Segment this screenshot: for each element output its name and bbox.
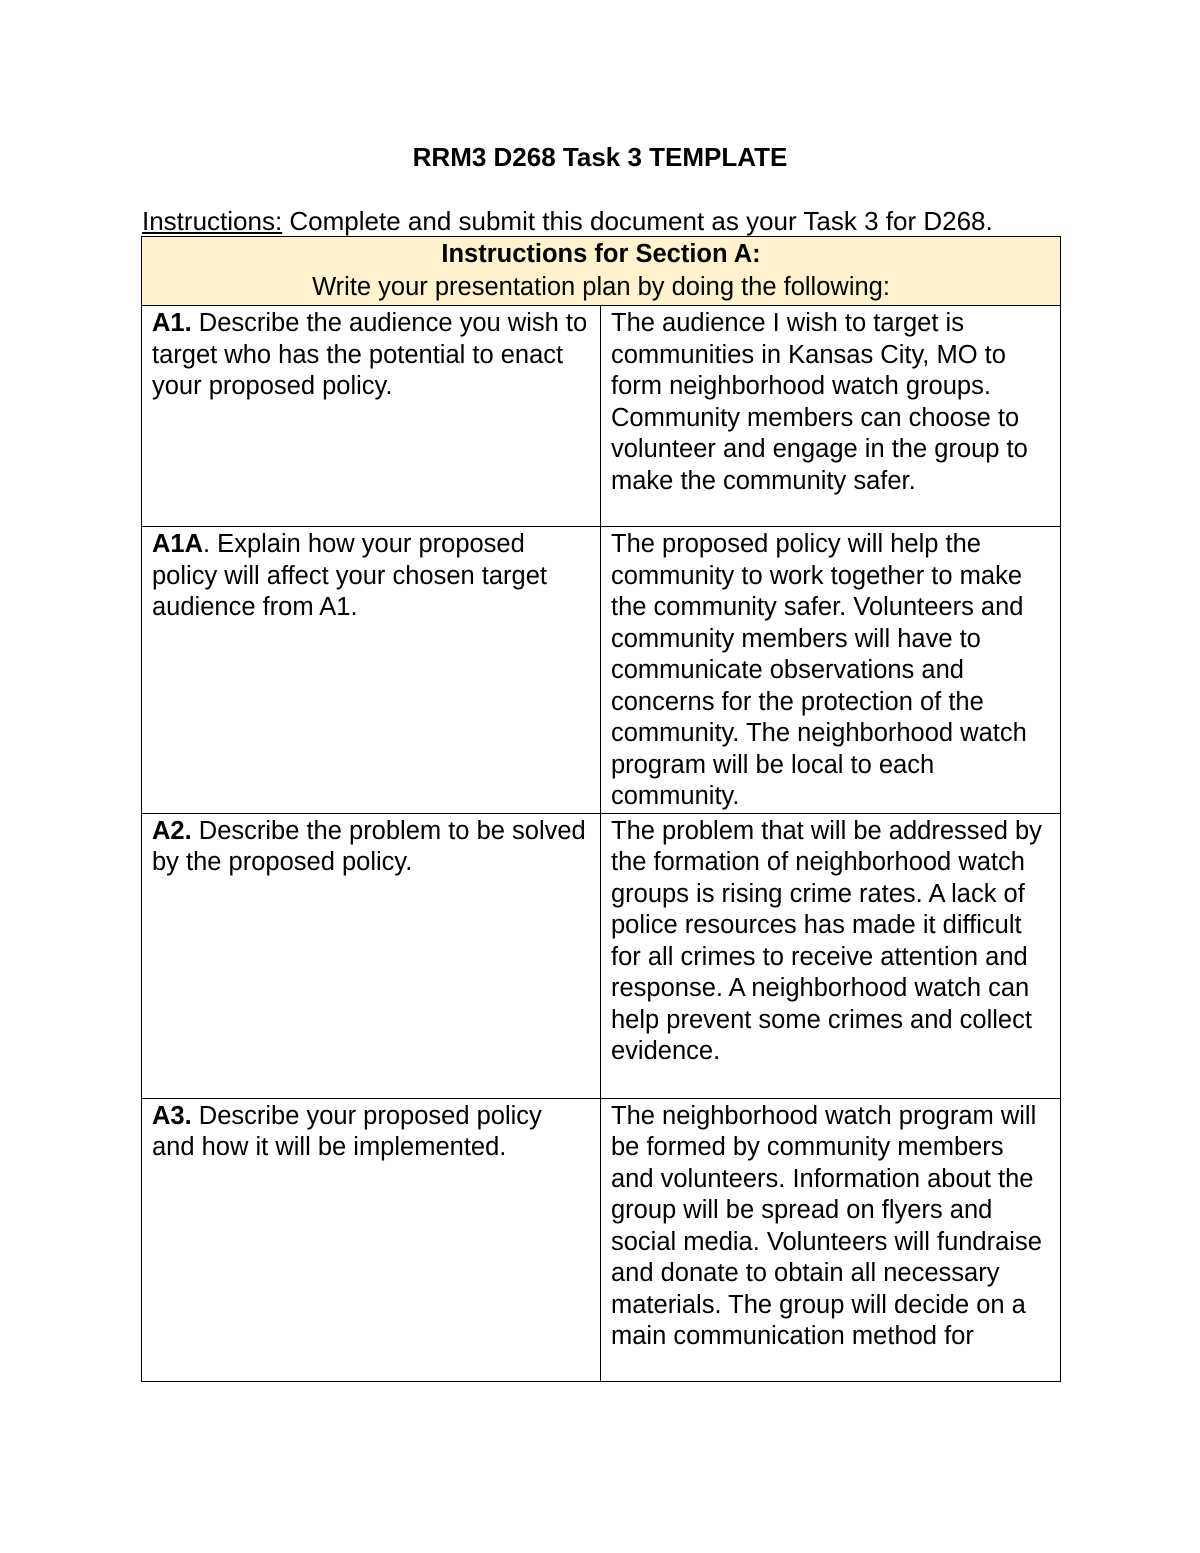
table-row xyxy=(142,306,1061,527)
section-a-header xyxy=(142,237,1061,306)
prompt-text: Describe the problem to be solved by the proposed policy. xyxy=(152,816,586,876)
response-cell[interactable]: The audience I wish to target is communities in Kansas City, MO to form neighborhood watch groups. Community members can choose to volunteer and engage in the group to make the community safer. xyxy=(601,306,1061,527)
section-a-header-subtitle: Write your presentation plan by doing the following: xyxy=(312,273,890,301)
response-cell[interactable]: The neighborhood watch program will be formed by community members and volunteers. Information about the group will be spread on flyers and social media. Volunteers will fundraise and donate to obtain all necessary materials. The group will decide on a main communication method for xyxy=(601,1098,1061,1381)
response-cell[interactable]: The problem that will be addressed by the formation of neighborhood watch groups is rising crime rates. A lack of police resources has made it difficult for all crimes to receive attention and response. A neighborhood watch can help prevent some crimes and collect evidence. xyxy=(601,813,1061,1098)
table-row xyxy=(142,813,1061,1098)
prompt-code: A3. xyxy=(152,1101,192,1130)
prompt-cell xyxy=(142,1098,601,1381)
prompt-cell xyxy=(142,813,601,1098)
instructions-line xyxy=(142,204,993,238)
section-a-header-title: Instructions for Section A: xyxy=(441,240,761,268)
table-row xyxy=(142,527,1061,814)
section-a-table xyxy=(141,236,1061,1382)
prompt-text: Describe the audience you wish to target who has the potential to enact your proposed policy. xyxy=(152,309,588,400)
prompt-cell xyxy=(142,306,601,527)
prompt-code: A1. xyxy=(152,309,192,337)
response-cell[interactable]: The proposed policy will help the community to work together to make the community safer. Volunteers and community members will have to communicate observations and concerns for the protection of the community. The neighborhood watch program will be local to each community. xyxy=(601,527,1061,814)
prompt-text: . Explain how your proposed policy will affect your chosen target audience from A1. xyxy=(152,530,547,621)
prompt-code: A2. xyxy=(152,816,192,845)
instructions-text: Complete and submit this document as your Task 3 for D268. xyxy=(282,206,993,236)
section-a-header-row xyxy=(142,237,1061,306)
table-row xyxy=(142,1098,1061,1381)
prompt-code: A1A xyxy=(152,530,204,558)
prompt-text: Describe your proposed policy and how it will be implemented. xyxy=(152,1101,542,1161)
document-title: RRM3 D268 Task 3 TEMPLATE xyxy=(412,142,788,172)
prompt-cell xyxy=(142,527,601,814)
instructions-label: Instructions: xyxy=(142,206,283,236)
